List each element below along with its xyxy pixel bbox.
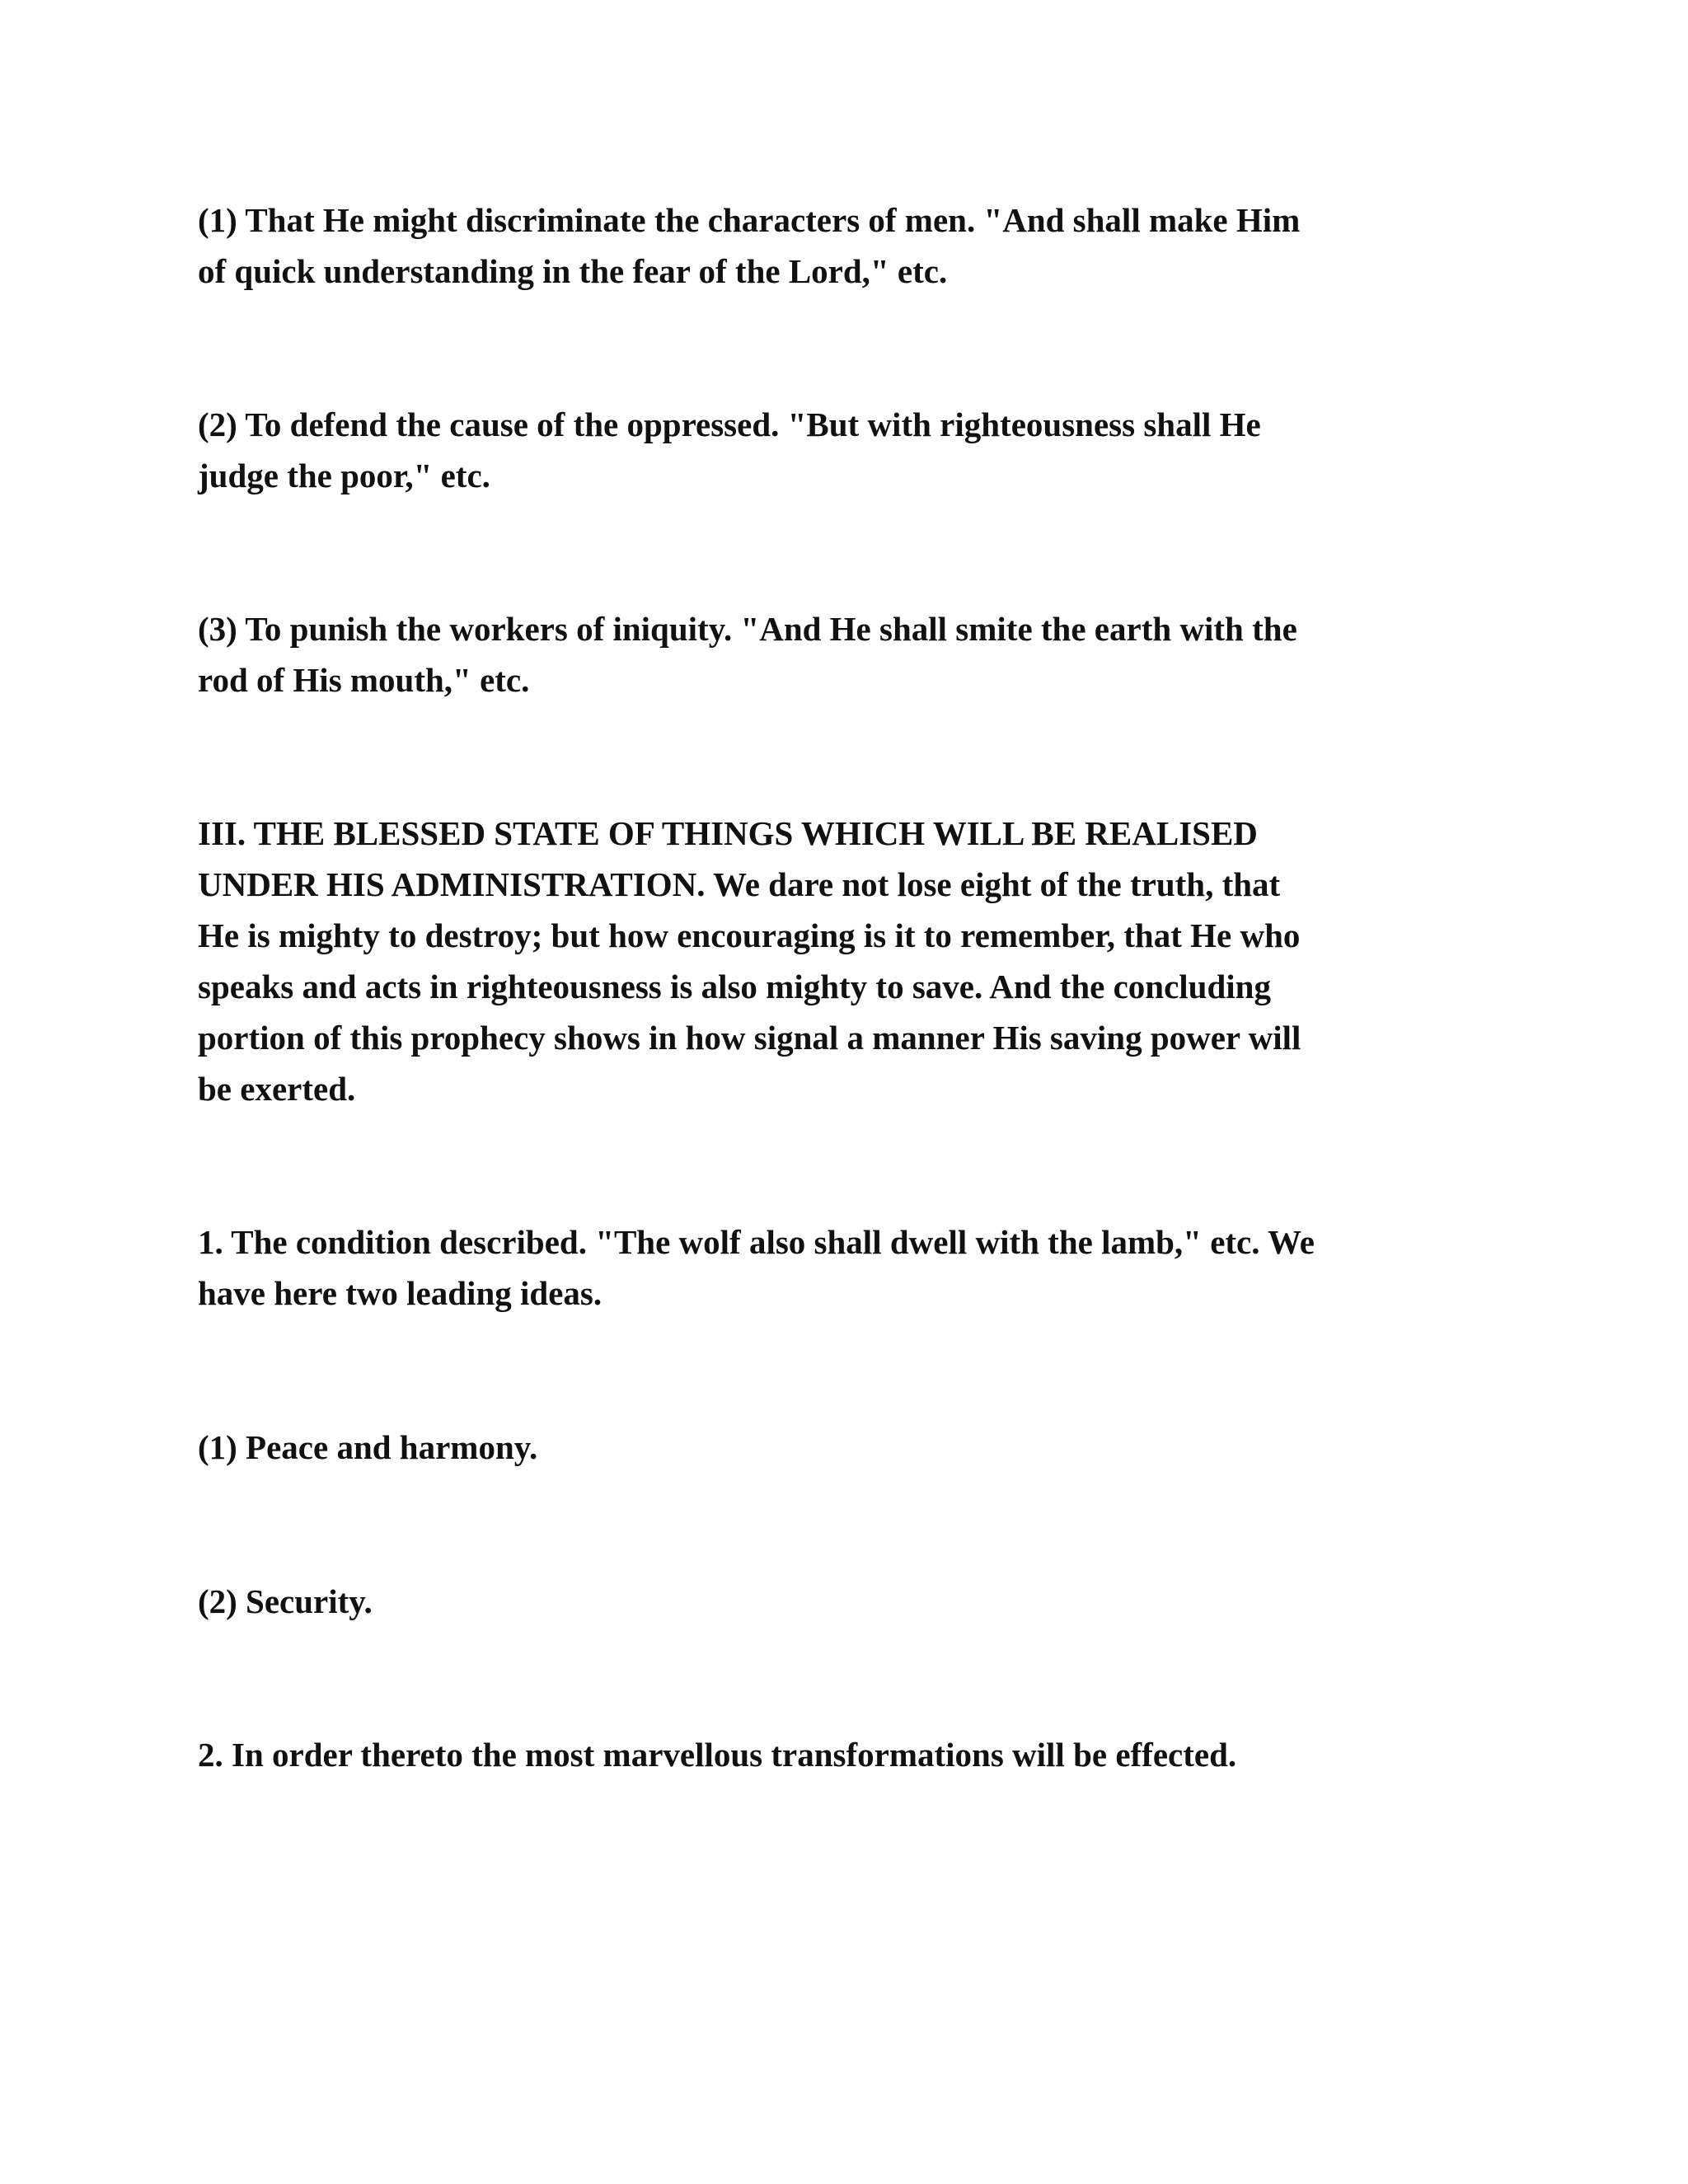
paragraph-transformations xyxy=(198,1729,1500,1780)
paragraph-section-iii xyxy=(198,808,1500,1114)
text-line: (3) To punish the workers of iniquity. "And He shall smite the earth with the xyxy=(198,610,1297,648)
text-line: He is mighty to destroy; but how encouraging is it to remember, that He who xyxy=(198,916,1301,954)
text-line: have here two leading ideas. xyxy=(198,1274,603,1312)
text-line: be exerted. xyxy=(198,1070,356,1108)
paragraph-point-2-defend xyxy=(198,399,1500,501)
paragraph-condition-described xyxy=(198,1216,1500,1319)
paragraph-point-3-punish xyxy=(198,603,1500,705)
text-line: speaks and acts in righteousness is also mighty to save. And the concluding xyxy=(198,968,1271,1005)
paragraph-security xyxy=(198,1576,1500,1627)
text-line: UNDER HIS ADMINISTRATION. We dare not lose eight of the truth, that xyxy=(198,865,1281,903)
text-line: (2) Security. xyxy=(198,1582,373,1620)
paragraph-peace-harmony xyxy=(198,1422,1500,1473)
text-line: 1. The condition described. "The wolf also shall dwell with the lamb," etc. We xyxy=(198,1223,1315,1261)
text-line: rod of His mouth," etc. xyxy=(198,661,530,699)
text-line: (1) Peace and harmony. xyxy=(198,1428,538,1466)
text-line: 2. In order thereto the most marvellous transformations will be effected. xyxy=(198,1736,1237,1774)
text-line: of quick understanding in the fear of the Lord," etc. xyxy=(198,252,948,290)
text-line: (1) That He might discriminate the characters of men. "And shall make Him xyxy=(198,201,1301,239)
text-line: (2) To defend the cause of the oppressed. "But with righteousness shall He xyxy=(198,405,1261,443)
paragraph-point-1-discriminate xyxy=(198,194,1500,297)
text-line: portion of this prophecy shows in how signal a manner His saving power will xyxy=(198,1019,1301,1057)
text-line: judge the poor," etc. xyxy=(198,457,490,494)
text-line: III. THE BLESSED STATE OF THINGS WHICH WILL BE REALISED xyxy=(198,814,1258,852)
